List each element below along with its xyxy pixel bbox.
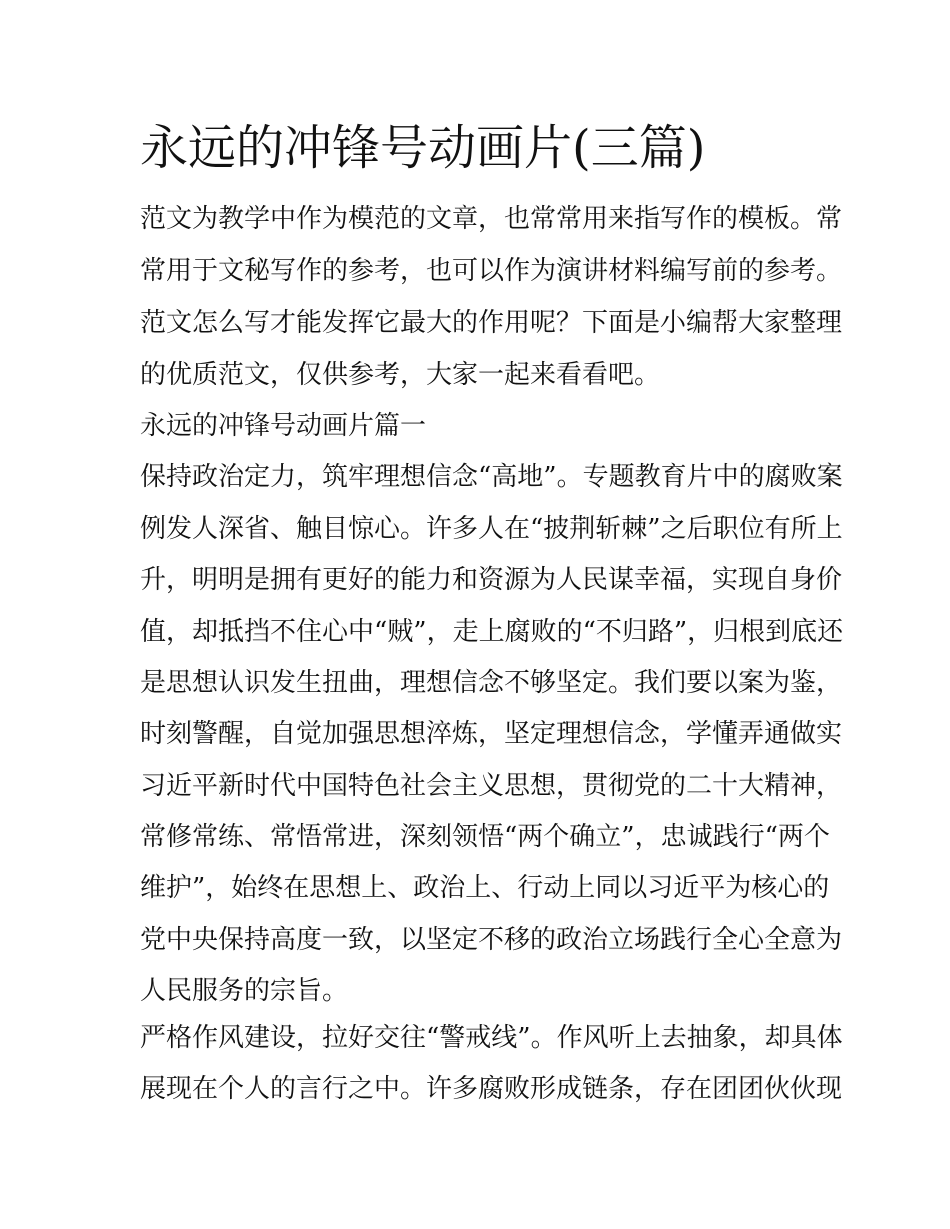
text-line: 例发人深省、触目惊心。许多人在“披荆斩棘”之后职位有所上 bbox=[140, 514, 843, 544]
text-line: 常用于文秘写作的参考，也可以作为演讲材料编写前的参考。 bbox=[140, 256, 843, 286]
text-line: 党中央保持高度一致，以坚定不移的政治立场践行全心全意为 bbox=[140, 925, 843, 955]
text-line: 习近平新时代中国特色社会主义思想，贯彻党的二十大精神， bbox=[140, 771, 843, 801]
document-title: 永远的冲锋号动画片(三篇) bbox=[140, 120, 706, 176]
text-line: 维护”，始终在思想上、政治上、行动上同以习近平为核心的 bbox=[140, 873, 830, 903]
text-line: 值，却抵挡不住心中“贼”，走上腐败的“不归路”，归根到底还 bbox=[140, 617, 844, 647]
text-line: 人民服务的宗旨。 bbox=[140, 976, 349, 1006]
text-line: 范文怎么写才能发挥它最大的作用呢？下面是小编帮大家整理 bbox=[140, 308, 843, 338]
text-line: 保持政治定力，筑牢理想信念“高地”。专题教育片中的腐败案 bbox=[140, 462, 843, 492]
text-line: 展现在个人的言行之中。许多腐败形成链条，存在团团伙伙现 bbox=[140, 1074, 843, 1104]
text-line: 升，明明是拥有更好的能力和资源为人民谋幸福，实现自身价 bbox=[140, 565, 843, 595]
text-line: 范文为教学中作为模范的文章，也常常用来指写作的模板。常 bbox=[140, 204, 843, 234]
text-line: 时刻警醒，自觉加强思想淬炼，坚定理想信念，学懂弄通做实 bbox=[140, 719, 843, 749]
text-line: 是思想认识发生扭曲，理想信念不够坚定。我们要以案为鉴， bbox=[140, 668, 843, 698]
section-heading: 永远的冲锋号动画片篇一 bbox=[140, 411, 427, 441]
text-line: 的优质范文，仅供参考，大家一起来看看吧。 bbox=[140, 360, 661, 390]
text-line: 严格作风建设，拉好交往“警戒线”。作风听上去抽象，却具体 bbox=[140, 1023, 843, 1053]
text-line: 常修常练、常悟常进，深刻领悟“两个确立”，忠诚践行“两个 bbox=[140, 822, 830, 852]
